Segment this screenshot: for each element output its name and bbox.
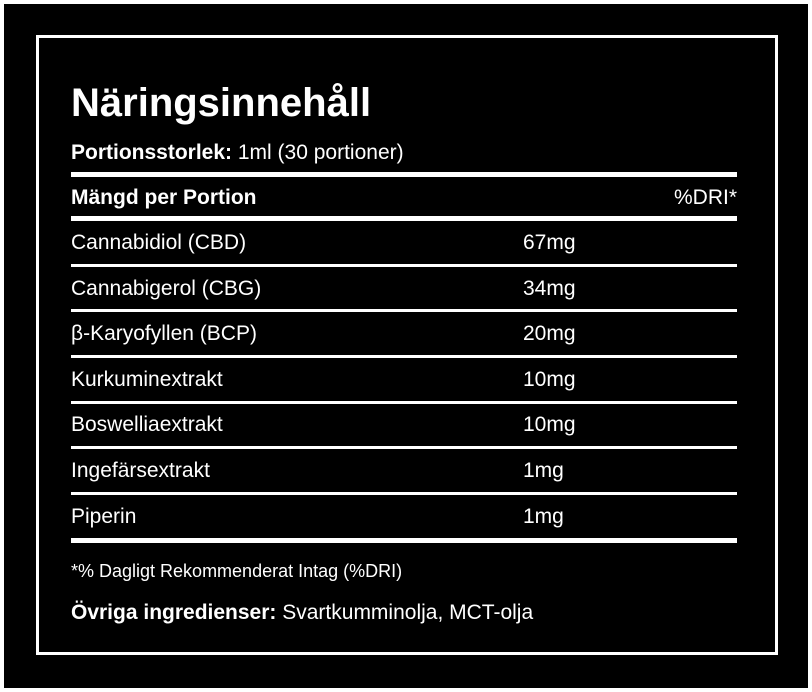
ingredient-name: Boswelliaextrakt <box>71 413 223 436</box>
other-ingredients-value: Svartkumminolja, MCT-olja <box>282 601 534 624</box>
table-row <box>71 496 737 538</box>
table-row <box>71 404 737 446</box>
nutrition-label <box>4 4 808 688</box>
table-row <box>71 450 737 492</box>
ingredient-amount: 67mg <box>523 231 576 254</box>
serving-size-label: Portionsstorlek: <box>71 141 233 164</box>
serving-size <box>71 140 404 166</box>
row-divider <box>71 264 737 267</box>
other-ingredients-label: Övriga ingredienser: <box>71 601 277 624</box>
ingredient-name: Cannabidiol (CBD) <box>71 231 247 254</box>
label-frame <box>36 35 778 655</box>
ingredient-amount: 1mg <box>523 505 564 528</box>
ingredient-amount: 1mg <box>523 459 564 482</box>
serving-size-value: 1ml (30 portioner) <box>237 141 404 164</box>
ingredient-name: Piperin <box>71 505 137 528</box>
divider-bottom <box>71 538 737 543</box>
table-row <box>71 268 737 310</box>
label-title: Näringsinnehåll <box>71 81 372 125</box>
divider-top <box>71 172 737 177</box>
table-row <box>71 313 737 355</box>
table-row <box>71 222 737 264</box>
ingredient-name: Ingefärsextrakt <box>71 459 210 482</box>
row-divider <box>71 446 737 449</box>
ingredient-name: β-Karyofyllen (BCP) <box>71 322 257 345</box>
table-header <box>71 182 737 214</box>
row-divider <box>71 492 737 495</box>
ingredient-amount: 34mg <box>523 277 576 300</box>
ingredient-amount: 10mg <box>523 413 576 436</box>
ingredient-amount: 10mg <box>523 368 576 391</box>
row-divider <box>71 355 737 358</box>
row-divider <box>71 309 737 312</box>
other-ingredients <box>71 599 533 627</box>
dri-heading: %DRI* <box>673 186 737 209</box>
amount-per-serving-heading: Mängd per Portion <box>71 186 257 209</box>
dri-footnote: *% Dagligt Rekommenderat Intag (%DRI) <box>71 561 403 581</box>
divider-header <box>71 216 737 221</box>
ingredient-name: Cannabigerol (CBG) <box>71 277 262 300</box>
ingredient-name: Kurkuminextrakt <box>71 368 223 391</box>
table-row <box>71 359 737 401</box>
ingredient-amount: 20mg <box>523 322 576 345</box>
